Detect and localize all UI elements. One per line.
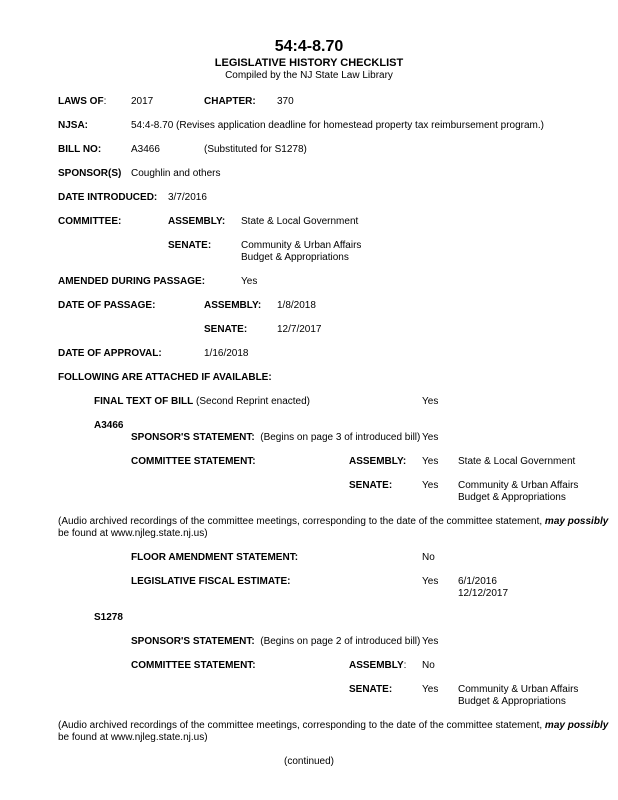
committee-assembly-value: State & Local Government — [241, 216, 359, 227]
final-text-value: Yes — [422, 396, 439, 407]
a3466-assembly-committee: State & Local Government — [458, 456, 576, 467]
floor-amendment-value: No — [422, 552, 435, 563]
s1278-senate-committee-2: Budget & Appropriations — [458, 696, 566, 707]
final-text-note: (Second Reprint enacted) — [196, 396, 311, 407]
s1278-assembly-label: ASSEMBLY: — [349, 660, 407, 671]
approval-value: 1/16/2018 — [204, 348, 249, 359]
date-introduced-label: DATE INTRODUCED: — [58, 192, 158, 203]
page-subtitle: LEGISLATIVE HISTORY CHECKLIST — [214, 57, 404, 69]
a3466-assembly-label: ASSEMBLY: — [349, 456, 407, 467]
s1278-sponsor-value: Yes — [422, 636, 439, 647]
passage-label: DATE OF PASSAGE: — [58, 300, 156, 311]
date-introduced-value: 3/7/2016 — [168, 192, 207, 203]
committee-label: COMMITTEE: — [58, 216, 122, 227]
chapter-label: CHAPTER: — [204, 96, 256, 107]
committee-assembly-label: ASSEMBLY: — [168, 216, 226, 227]
amended-label: AMENDED DURING PASSAGE: — [58, 276, 206, 287]
a3466-heading: A3466 — [94, 420, 124, 431]
sponsors-label: SPONSOR(S) — [58, 168, 122, 179]
s1278-sponsor-row — [131, 636, 420, 648]
final-text-row — [94, 396, 310, 408]
a3466-sponsor-value: Yes — [422, 432, 439, 443]
audio-note-2-line-1: (Audio archived recordings of the committee meetings, corresponding to the date of the committee statement, may possibly — [58, 720, 609, 731]
a3466-senate-value: Yes — [422, 480, 439, 491]
fiscal-estimate-value: Yes — [422, 576, 439, 587]
a3466-assembly-value: Yes — [422, 456, 439, 467]
bill-no-value: A3466 — [131, 144, 160, 155]
a3466-committee-label: COMMITTEE STATEMENT: — [131, 456, 256, 467]
audio-note-1-line-2: be found at www.njleg.state.nj.us) — [58, 528, 208, 539]
chapter-value: 370 — [277, 96, 294, 107]
committee-senate-value-2: Budget & Appropriations — [241, 252, 349, 263]
committee-senate-label: SENATE: — [168, 240, 212, 251]
bill-no-note: (Substituted for S1278) — [204, 144, 307, 155]
laws-of-value: 2017 — [131, 96, 154, 107]
audio-note-2-line-2: be found at www.njleg.state.nj.us) — [58, 732, 208, 743]
floor-amendment-label: FLOOR AMENDMENT STATEMENT: — [131, 552, 299, 563]
fiscal-estimate-date-2: 12/12/2017 — [458, 588, 509, 599]
a3466-sponsor-label: SPONSOR'S STATEMENT: — [131, 432, 255, 443]
s1278-assembly-value: No — [422, 660, 435, 671]
a3466-sponsor-note: (Begins on page 3 of introduced bill) — [260, 432, 421, 443]
sponsors-value: Coughlin and others — [131, 168, 221, 179]
s1278-senate-value: Yes — [422, 684, 439, 695]
final-text-label: FINAL TEXT OF BILL — [94, 396, 194, 407]
fiscal-estimate-label: LEGISLATIVE FISCAL ESTIMATE: — [131, 576, 291, 587]
fiscal-estimate-date-1: 6/1/2016 — [458, 576, 497, 587]
a3466-senate-committee-1: Community & Urban Affairs — [458, 480, 579, 491]
compiled-by: Compiled by the NJ State Law Library — [225, 70, 393, 81]
laws-of-label: LAWS OF: — [58, 96, 107, 107]
continued-note: (continued) — [283, 756, 335, 767]
a3466-senate-label: SENATE: — [349, 480, 393, 491]
bill-no-label: BILL NO: — [58, 144, 102, 155]
passage-assembly-value: 1/8/2018 — [277, 300, 316, 311]
a3466-sponsor-row — [131, 432, 420, 444]
njsa-label: NJSA: — [58, 120, 89, 131]
s1278-senate-label: SENATE: — [349, 684, 393, 695]
s1278-senate-committee-1: Community & Urban Affairs — [458, 684, 579, 695]
amended-value: Yes — [241, 276, 258, 287]
s1278-heading: S1278 — [94, 612, 123, 623]
s1278-sponsor-label: SPONSOR'S STATEMENT: — [131, 636, 255, 647]
passage-senate-value: 12/7/2017 — [277, 324, 322, 335]
passage-assembly-label: ASSEMBLY: — [204, 300, 262, 311]
njsa-value: 54:4-8.70 (Revises application deadline for homestead property tax reimbursement program.) — [131, 120, 544, 131]
s1278-sponsor-note: (Begins on page 2 of introduced bill) — [260, 636, 421, 647]
a3466-senate-committee-2: Budget & Appropriations — [458, 492, 566, 503]
audio-note-1-line-1: (Audio archived recordings of the committee meetings, corresponding to the date of the committee statement, may possibly — [58, 516, 609, 527]
page-title: 54:4-8.70 — [274, 38, 344, 55]
attached-heading: FOLLOWING ARE ATTACHED IF AVAILABLE: — [58, 372, 272, 383]
s1278-committee-label: COMMITTEE STATEMENT: — [131, 660, 256, 671]
approval-label: DATE OF APPROVAL: — [58, 348, 162, 359]
committee-senate-value-1: Community & Urban Affairs — [241, 240, 362, 251]
passage-senate-label: SENATE: — [204, 324, 248, 335]
